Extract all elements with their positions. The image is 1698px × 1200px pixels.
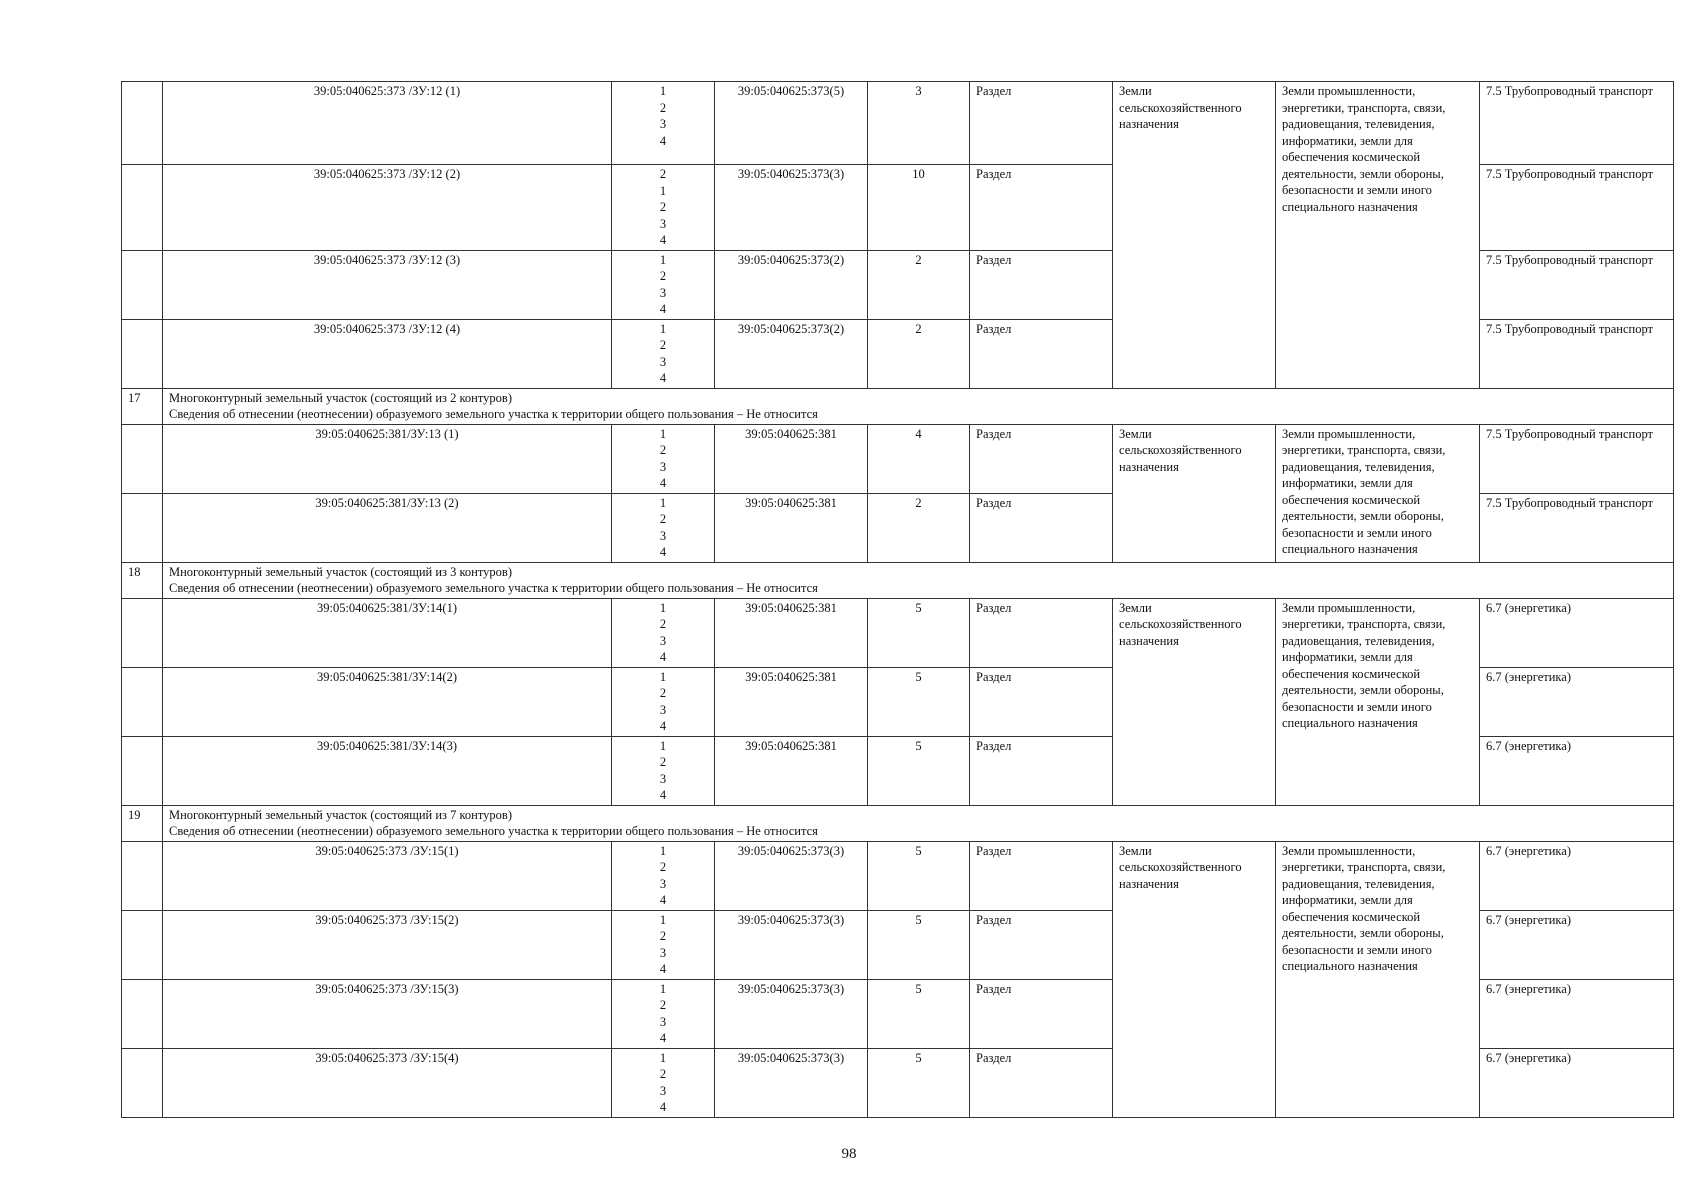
contour-point-number: 3 (659, 876, 667, 891)
plot-designation: 39:05:040625:373 /ЗУ:15(1) (163, 841, 612, 910)
table-row (122, 598, 1674, 667)
contour-points (612, 319, 715, 388)
contour-point-number: 3 (659, 528, 667, 543)
land-plots-table (121, 81, 1674, 1118)
land-category-new: Земли промышленности, энергетики, транспорта, связи, радиовещания, телевидения, информатики, земли для обеспечения космической деятельности, земли обороны, безопасности и земли иного специального назначения (1276, 424, 1480, 562)
contour-point-number: 4 (659, 133, 667, 148)
contour-point-number: 4 (659, 476, 667, 490)
formation-method: Раздел (970, 250, 1113, 319)
contour-point-number: 1 (659, 495, 667, 510)
land-category-new: Земли промышленности, энергетики, транспорта, связи, радиовещания, телевидения, информатики, земли для обеспечения космической деятельности, земли обороны, безопасности и земли иного специального назначения (1276, 841, 1480, 1117)
contour-point-number: 2 (659, 200, 667, 214)
formation-method: Раздел (970, 493, 1113, 562)
row-number-cell (122, 736, 163, 805)
plot-designation: 39:05:040625:373 /ЗУ:15(4) (163, 1048, 612, 1117)
area: 3 (868, 82, 970, 165)
permitted-use: 7.5 Трубопроводный транспорт (1480, 319, 1674, 388)
contour-point-number: 2 (659, 617, 667, 631)
contour-points (612, 598, 715, 667)
formation-method: Раздел (970, 667, 1113, 736)
source-cadastral-number: 39:05:040625:373(3) (715, 841, 868, 910)
contour-points (612, 979, 715, 1048)
contour-point-number: 1 (659, 426, 667, 441)
row-number-cell (122, 598, 163, 667)
plot-designation: 39:05:040625:381/ЗУ:14(3) (163, 736, 612, 805)
contour-point-number: 2 (659, 338, 667, 352)
plot-designation: 39:05:040625:381/ЗУ:14(1) (163, 598, 612, 667)
area: 2 (868, 493, 970, 562)
plot-designation: 39:05:040625:373 /ЗУ:12 (1) (163, 82, 612, 165)
plot-designation: 39:05:040625:381/ЗУ:14(2) (163, 667, 612, 736)
source-cadastral-number: 39:05:040625:373(3) (715, 1048, 868, 1117)
land-category-new: Земли промышленности, энергетики, транспорта, связи, радиовещания, телевидения, информатики, земли для обеспечения космической деятельности, земли обороны, безопасности и земли иного специального назначения (1276, 598, 1480, 805)
contour-point-number: 4 (659, 650, 667, 664)
contour-point-number: 2 (659, 1067, 667, 1081)
contour-points (612, 82, 715, 165)
contour-point-number: 3 (659, 633, 667, 648)
contour-point-number: 3 (659, 702, 667, 717)
area: 5 (868, 667, 970, 736)
contour-point-number: 2 (659, 998, 667, 1012)
contour-point-number: 4 (659, 371, 667, 385)
source-cadastral-number: 39:05:040625:373(3) (715, 165, 868, 251)
contour-points (612, 667, 715, 736)
contour-point-number: 3 (659, 459, 667, 474)
area: 5 (868, 1048, 970, 1117)
permitted-use: 6.7 (энергетика) (1480, 979, 1674, 1048)
plot-designation: 39:05:040625:373 /ЗУ:15(3) (163, 979, 612, 1048)
contour-point-number: 2 (659, 860, 667, 874)
permitted-use: 6.7 (энергетика) (1480, 736, 1674, 805)
table-row (122, 841, 1674, 910)
formation-method: Раздел (970, 979, 1113, 1048)
land-category-current: Земли сельскохозяйственного назначения (1113, 424, 1276, 562)
section-label (163, 388, 1674, 424)
source-cadastral-number: 39:05:040625:381 (715, 598, 868, 667)
contour-point-number: 2 (659, 167, 667, 181)
permitted-use: 7.5 Трубопроводный транспорт (1480, 165, 1674, 251)
contour-point-number: 3 (659, 117, 667, 131)
section-note: Сведения об отнесении (неотнесении) образуемого земельного участка к территории общего пользования – Не относится (169, 407, 818, 421)
row-number-cell (122, 165, 163, 251)
formation-method: Раздел (970, 841, 1113, 910)
contour-point-number: 3 (659, 285, 667, 300)
source-cadastral-number: 39:05:040625:381 (715, 493, 868, 562)
contour-points (612, 1048, 715, 1117)
section-header-row (122, 805, 1674, 841)
contour-points (612, 736, 715, 805)
plot-designation: 39:05:040625:381/ЗУ:13 (2) (163, 493, 612, 562)
contour-points (612, 165, 715, 251)
contour-point-number: 2 (659, 443, 667, 457)
section-title: Многоконтурный земельный участок (состоящий из 2 контуров) (169, 390, 512, 405)
contour-point-number: 1 (659, 738, 667, 753)
contour-point-number: 2 (659, 686, 667, 700)
contour-point-number: 1 (659, 981, 667, 996)
contour-point-number: 4 (659, 545, 667, 559)
plot-designation: 39:05:040625:373 /ЗУ:12 (2) (163, 165, 612, 251)
area: 10 (868, 165, 970, 251)
permitted-use: 7.5 Трубопроводный транспорт (1480, 493, 1674, 562)
contour-point-number: 1 (659, 183, 667, 198)
section-label (163, 805, 1674, 841)
formation-method: Раздел (970, 910, 1113, 979)
permitted-use: 6.7 (энергетика) (1480, 910, 1674, 979)
contour-point-number: 3 (659, 771, 667, 786)
contour-points (612, 424, 715, 493)
permitted-use: 6.7 (энергетика) (1480, 1048, 1674, 1117)
contour-point-number: 4 (659, 302, 667, 316)
plot-designation: 39:05:040625:381/ЗУ:13 (1) (163, 424, 612, 493)
contour-point-number: 1 (659, 252, 667, 267)
section-number: 19 (122, 805, 163, 841)
contour-point-number: 4 (659, 719, 667, 733)
contour-point-number: 2 (659, 269, 667, 283)
contour-point-number: 2 (659, 755, 667, 769)
plot-designation: 39:05:040625:373 /ЗУ:12 (4) (163, 319, 612, 388)
contour-point-number: 3 (659, 945, 667, 960)
contour-point-number: 1 (659, 321, 667, 336)
formation-method: Раздел (970, 82, 1113, 165)
source-cadastral-number: 39:05:040625:373(3) (715, 910, 868, 979)
contour-point-number: 3 (659, 1014, 667, 1029)
formation-method: Раздел (970, 165, 1113, 251)
area: 2 (868, 250, 970, 319)
contour-point-number: 4 (659, 233, 667, 247)
row-number-cell (122, 979, 163, 1048)
permitted-use: 6.7 (энергетика) (1480, 841, 1674, 910)
formation-method: Раздел (970, 598, 1113, 667)
contour-points (612, 910, 715, 979)
contour-point-number: 3 (659, 216, 667, 231)
section-title: Многоконтурный земельный участок (состоящий из 3 контуров) (169, 564, 512, 579)
formation-method: Раздел (970, 736, 1113, 805)
formation-method: Раздел (970, 424, 1113, 493)
section-number: 18 (122, 562, 163, 598)
permitted-use: 6.7 (энергетика) (1480, 667, 1674, 736)
contour-point-number: 2 (659, 100, 667, 115)
section-title: Многоконтурный земельный участок (состоящий из 7 контуров) (169, 807, 512, 822)
area: 5 (868, 598, 970, 667)
area: 5 (868, 736, 970, 805)
row-number-cell (122, 1048, 163, 1117)
contour-point-number: 1 (659, 84, 667, 98)
contour-point-number: 4 (659, 962, 667, 976)
plot-designation: 39:05:040625:373 /ЗУ:12 (3) (163, 250, 612, 319)
permitted-use: 6.7 (энергетика) (1480, 598, 1674, 667)
contour-point-number: 3 (659, 354, 667, 369)
land-category-current: Земли сельскохозяйственного назначения (1113, 598, 1276, 805)
area: 5 (868, 910, 970, 979)
row-number-cell (122, 82, 163, 165)
contour-point-number: 1 (659, 600, 667, 615)
source-cadastral-number: 39:05:040625:373(3) (715, 979, 868, 1048)
contour-point-number: 2 (659, 929, 667, 943)
formation-method: Раздел (970, 319, 1113, 388)
area: 2 (868, 319, 970, 388)
row-number-cell (122, 910, 163, 979)
source-cadastral-number: 39:05:040625:381 (715, 424, 868, 493)
source-cadastral-number: 39:05:040625:381 (715, 667, 868, 736)
table-row (122, 424, 1674, 493)
page-number: 98 (841, 1146, 857, 1162)
section-number: 17 (122, 388, 163, 424)
land-category-current: Земли сельскохозяйственного назначения (1113, 841, 1276, 1117)
section-note: Сведения об отнесении (неотнесении) образуемого земельного участка к территории общего пользования – Не относится (169, 824, 818, 838)
section-header-row (122, 562, 1674, 598)
formation-method: Раздел (970, 1048, 1113, 1117)
area: 5 (868, 841, 970, 910)
contour-point-number: 1 (659, 1050, 667, 1065)
land-category-new: Земли промышленности, энергетики, транспорта, связи, радиовещания, телевидения, информатики, земли для обеспечения космической деятельности, земли обороны, безопасности и земли иного специального назначения (1276, 82, 1480, 389)
contour-point-number: 4 (659, 1031, 667, 1045)
area: 5 (868, 979, 970, 1048)
plot-designation: 39:05:040625:373 /ЗУ:15(2) (163, 910, 612, 979)
contour-points (612, 841, 715, 910)
row-number-cell (122, 250, 163, 319)
contour-points (612, 493, 715, 562)
contour-point-number: 4 (659, 893, 667, 907)
contour-point-number: 4 (659, 1100, 667, 1114)
row-number-cell (122, 319, 163, 388)
land-category-current: Земли сельскохозяйственного назначения (1113, 82, 1276, 389)
row-number-cell (122, 667, 163, 736)
permitted-use: 7.5 Трубопроводный транспорт (1480, 82, 1674, 165)
table-row (122, 82, 1674, 165)
row-number-cell (122, 841, 163, 910)
source-cadastral-number: 39:05:040625:373(5) (715, 82, 868, 165)
permitted-use: 7.5 Трубопроводный транспорт (1480, 250, 1674, 319)
source-cadastral-number: 39:05:040625:373(2) (715, 250, 868, 319)
row-number-cell (122, 424, 163, 493)
permitted-use: 7.5 Трубопроводный транспорт (1480, 424, 1674, 493)
contour-point-number: 1 (659, 843, 667, 858)
source-cadastral-number: 39:05:040625:381 (715, 736, 868, 805)
contour-point-number: 2 (659, 512, 667, 526)
contour-point-number: 1 (659, 912, 667, 927)
area: 4 (868, 424, 970, 493)
source-cadastral-number: 39:05:040625:373(2) (715, 319, 868, 388)
section-note: Сведения об отнесении (неотнесении) образуемого земельного участка к территории общего пользования – Не относится (169, 581, 818, 595)
contour-points (612, 250, 715, 319)
contour-point-number: 4 (659, 788, 667, 802)
contour-point-number: 3 (659, 1083, 667, 1098)
section-header-row (122, 388, 1674, 424)
row-number-cell (122, 493, 163, 562)
section-label (163, 562, 1674, 598)
contour-point-number: 1 (659, 669, 667, 684)
